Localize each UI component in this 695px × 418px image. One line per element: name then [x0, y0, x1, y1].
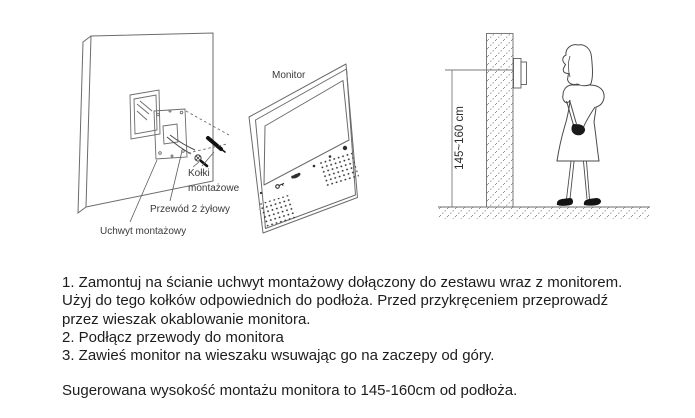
button-dot-icon: [343, 146, 347, 150]
label-mounting-bracket: Uchwyt montażowy: [100, 226, 187, 237]
label-mounting-pins-line2: montażowe: [188, 183, 240, 194]
step1-line2: Użyj do tego kołków odpowiednich do podłoża. Przed przykręceniem przeprowadź: [62, 292, 609, 310]
label-monitor: Monitor: [272, 70, 306, 81]
step1-line1: 1. Zamontuj na ścianie uchwyt montażowy dołączony do zestawu wraz z monitorem.: [62, 274, 623, 291]
cable-illustration: [167, 135, 195, 154]
mounting-pins-illustration: [195, 138, 225, 166]
step2-line: 2. Podłącz przewody do monitora: [62, 328, 284, 346]
alignment-dashed-lines: [186, 111, 229, 153]
monitor-side-view: [514, 59, 527, 89]
button-dot-icon: [313, 165, 316, 168]
instructions-text: [62, 274, 687, 401]
monitor-figure: [249, 64, 359, 233]
mounting-height-figure: [438, 34, 650, 220]
person-illustration: [557, 45, 604, 206]
flush-box-illustration: [130, 90, 160, 139]
wall-bracket-figure: [78, 33, 240, 237]
label-mounting-pins-line1: Kołki: [188, 168, 210, 179]
label-cable: Przewód 2 żyłowy: [150, 204, 231, 215]
height-note-line: Sugerowana wysokość montażu monitora to 145-160cm od podłoża.: [62, 382, 518, 400]
button-dot-icon: [329, 155, 332, 158]
wall-section-illustration: [487, 34, 514, 208]
step3-line: 3. Zawieś monitor na wieszaku wsuwając go na zaczepy od góry.: [62, 347, 495, 365]
label-mounting-height: 145~160 cm: [454, 106, 466, 170]
led-indicator-icon: [260, 192, 262, 194]
step1-line3: przez wieszak okablowanie monitora.: [62, 310, 311, 328]
ground-illustration: [438, 207, 650, 219]
